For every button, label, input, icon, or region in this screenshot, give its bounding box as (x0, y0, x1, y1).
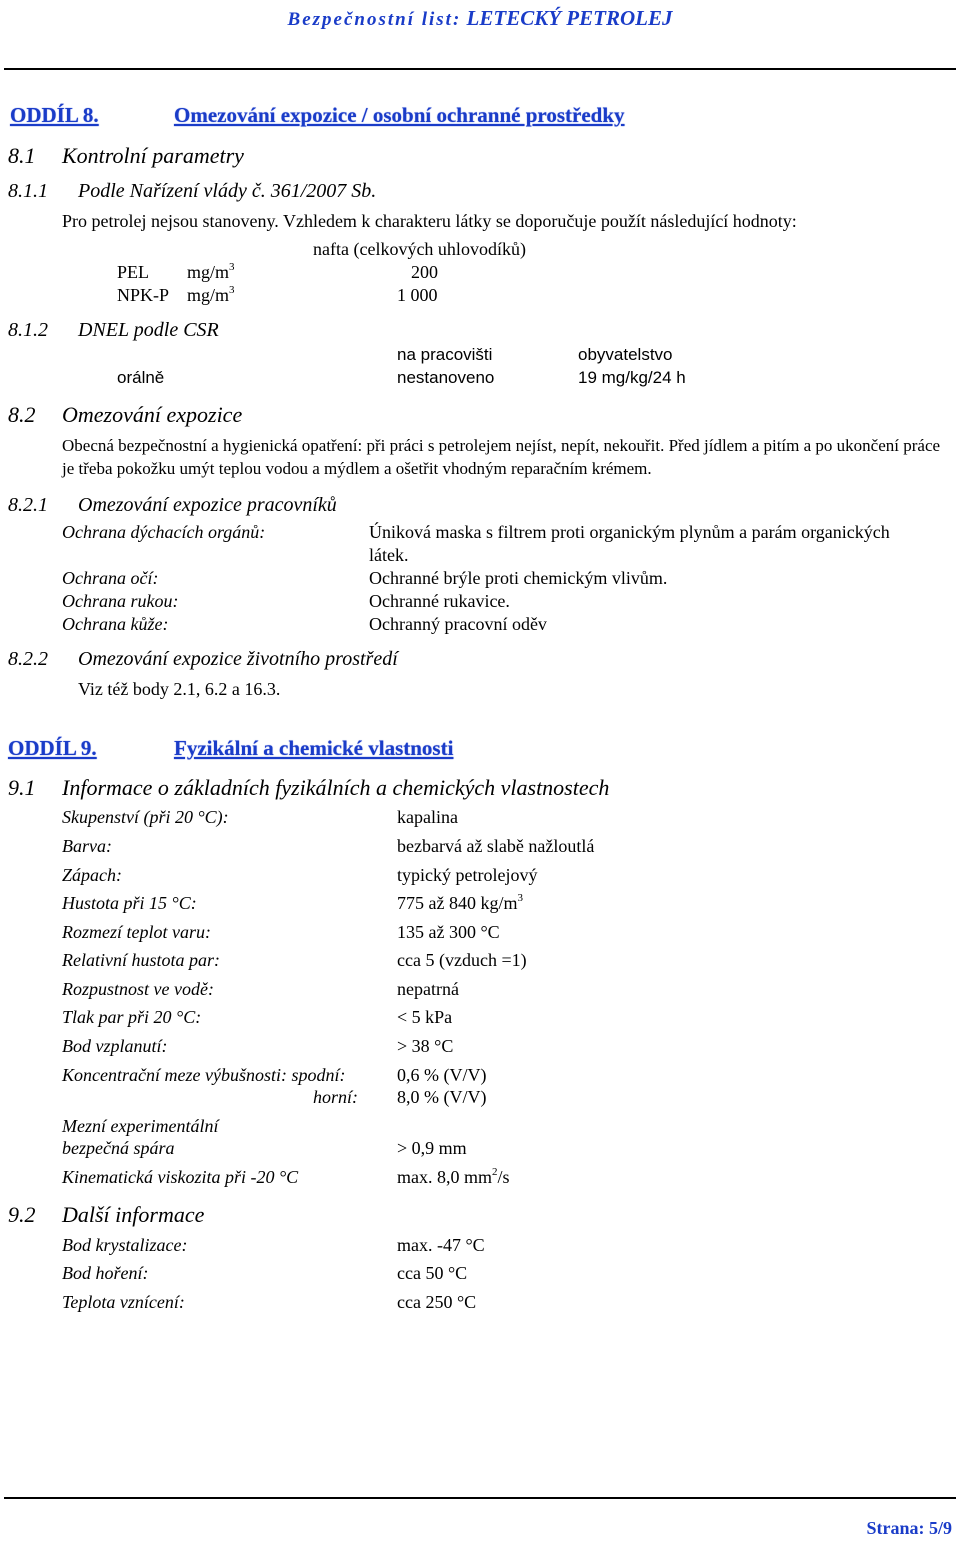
s91-number: 9.1 (8, 775, 36, 800)
header-product-name: LETECKÝ PETROLEJ (466, 6, 673, 30)
s822-text: Viz též body 2.1, 6.2 a 16.3. (78, 679, 281, 699)
dnel-row-label: orálně (117, 368, 165, 387)
prop-label: Barva: (62, 836, 112, 856)
s82-title: Omezování expozice (62, 402, 243, 427)
gap-value: > 0,9 mm (397, 1138, 467, 1158)
s811-title: Podle Nařízení vlády č. 361/2007 Sb. (78, 180, 377, 202)
prop-label: Rozpustnost ve vodě: (62, 979, 214, 999)
s822-title: Omezování expozice životního prostředí (78, 648, 398, 670)
section-9-title: Fyzikální a chemické vlastnosti (174, 736, 454, 760)
footer-rule (4, 1497, 956, 1499)
prop-value: 775 až 840 $kg/m^3$ (397, 892, 523, 913)
gap-label-line1: Mezní experimentální (62, 1116, 219, 1136)
s81-title: Kontrolní parametry (62, 143, 244, 168)
prop-value: nepatrná (397, 979, 459, 999)
s82-number: 8.2 (8, 402, 36, 427)
s811-text: Pro petrolej nejsou stanoveny. Vzhledem k charakteru látky se doporučuje použít následující hodnoty: (62, 211, 797, 231)
dnel-col-population: obyvatelstvo (578, 345, 673, 364)
explosion-label: Koncentrační meze výbušnosti: spodní: (62, 1065, 346, 1085)
prop-value: > 38 °C (397, 1036, 454, 1056)
gap-label-line2: bezpečná spára (62, 1138, 175, 1158)
prop-value: < 5 kPa (397, 1007, 453, 1027)
section-9-number: ODDÍL 9. (8, 736, 97, 760)
ppe-label-respiratory: Ochrana dýchacích orgánů: (62, 522, 266, 542)
prop-value: bezbarvá až slabě nažloutlá (397, 836, 595, 856)
prop-label: Skupenství (při 20 °C): (62, 807, 229, 827)
viscosity-label: Kinematická viskozita při -20 °C (62, 1167, 299, 1187)
prop-label: Bod vzplanutí: (62, 1036, 168, 1056)
s82-paragraph: Obecná bezpečnostní a hygienická opatření: při práci s petrolejem nejíst, nepít, nekouřit. Před jídlem a pitím a po ukončení práce je třeba pokožku umýt teplou vodou a mýdlem a ošetřit vhodným reparačním krémem. (62, 436, 941, 478)
header-prefix: Bezpečnostní list: (287, 9, 462, 30)
s91-title: Informace o základních fyzikálních a chemických vlastnostech (62, 775, 610, 800)
prop-value: kapalina (397, 807, 458, 827)
section-8-title: Omezování expozice / osobní ochranné prostředky (174, 103, 625, 127)
s821-number: 8.2.1 (8, 494, 48, 516)
pel-value: 200 (411, 262, 438, 282)
explosion-upper-label: horní: (313, 1087, 358, 1107)
ppe-label-skin: Ochrana kůže: (62, 614, 169, 634)
prop-value: cca 250 °C (397, 1292, 477, 1312)
s92-title: Další informace (62, 1202, 205, 1227)
s812-number: 8.1.2 (8, 319, 48, 341)
ppe-value-respiratory-cont: látek. (369, 545, 409, 565)
s811-number: 8.1.1 (8, 180, 48, 202)
pel-label: PEL (117, 262, 150, 282)
dnel-row-population: 19 mg/kg/24 h (578, 368, 686, 387)
s811-column-header: nafta (celkových uhlovodíků) (313, 239, 526, 259)
s812-title: DNEL podle CSR (78, 319, 219, 341)
ppe-value-skin: Ochranný pracovní oděv (369, 614, 547, 634)
document-header (0, 6, 960, 31)
s822-number: 8.2.2 (8, 648, 48, 670)
header-rule (4, 68, 956, 70)
s81-number: 8.1 (8, 143, 36, 168)
npkp-label: NPK-P (117, 285, 170, 305)
prop-label: Rozmezí teplot varu: (62, 922, 211, 942)
prop-value: typický petrolejový (397, 865, 538, 885)
dnel-col-workplace: na pracovišti (397, 345, 493, 364)
prop-value: max. -47 °C (397, 1235, 485, 1255)
viscosity-value: max. 8,0 $mm^2/s$ (397, 1166, 510, 1187)
page-number: Strana: 5/9 (866, 1518, 952, 1538)
prop-label: Bod hoření: (62, 1263, 149, 1283)
s821-title: Omezování expozice pracovníků (78, 494, 337, 516)
s92-number: 9.2 (8, 1202, 36, 1227)
ppe-label-hands: Ochrana rukou: (62, 591, 179, 611)
prop-value: cca 50 °C (397, 1263, 468, 1283)
npkp-unit: $mg/m^3$ (187, 284, 235, 305)
prop-value: 135 až 300 °C (397, 922, 500, 942)
ppe-value-respiratory: Úniková maska s filtrem proti organickým plynům a parám organických (369, 522, 890, 542)
explosion-upper-value: 8,0 % (V/V) (397, 1087, 487, 1107)
ppe-label-eyes: Ochrana očí: (62, 568, 159, 588)
prop-label: Teplota vznícení: (62, 1292, 185, 1312)
prop-label: Zápach: (62, 865, 122, 885)
npkp-value: 1 000 (397, 285, 438, 305)
prop-label: Relativní hustota par: (62, 950, 220, 970)
pel-unit: $mg/m^3$ (187, 261, 235, 282)
prop-label: Hustota při 15 °C: (62, 893, 197, 913)
explosion-lower-value: 0,6 % (V/V) (397, 1065, 487, 1085)
ppe-value-hands: Ochranné rukavice. (369, 591, 510, 611)
section-8-number: ODDÍL 8. (10, 103, 99, 127)
prop-label: Bod krystalizace: (62, 1235, 188, 1255)
prop-value: cca 5 (vzduch =1) (397, 950, 527, 970)
ppe-value-eyes: Ochranné brýle proti chemickým vlivům. (369, 568, 668, 588)
prop-label: Tlak par při 20 °C: (62, 1007, 202, 1027)
dnel-row-workplace: nestanoveno (397, 368, 495, 387)
